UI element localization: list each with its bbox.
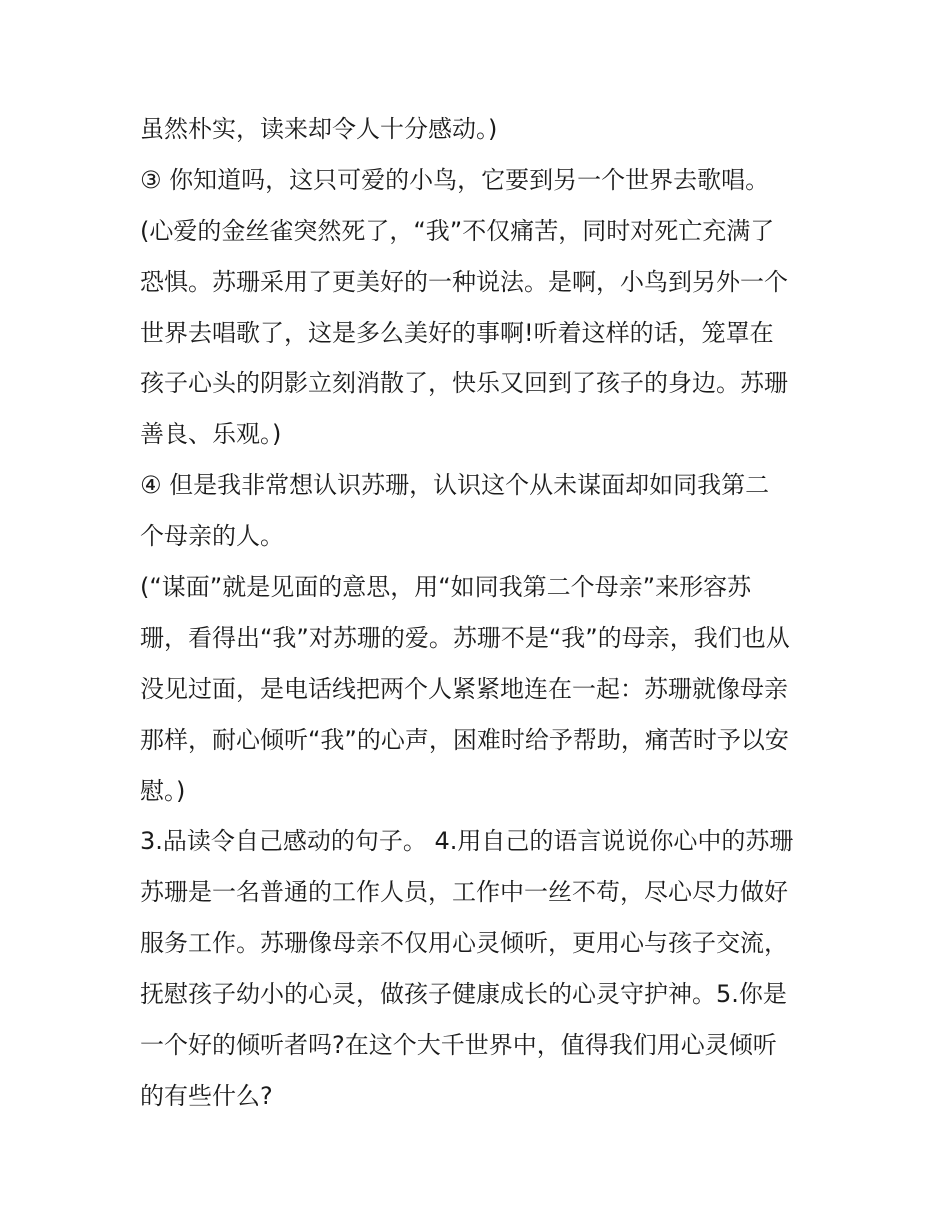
text-line: 那样，耐心倾听“我”的心声，困难时给予帮助，痛苦时予以安 [140, 725, 789, 754]
text-line: 善良、乐观。) [140, 420, 282, 449]
text-line: 世界去唱歌了，这是多么美好的事啊!听着这样的话，笼罩在 [140, 318, 774, 347]
text-line: 苏珊是一名普通的工作人员，工作中一丝不苟，尽心尽力做好 [140, 878, 788, 907]
text-line: (“谋面”就是见面的意思，用“如同我第二个母亲”来形容苏 [140, 573, 752, 602]
text-line: ③ 你知道吗，这只可爱的小鸟，它要到另一个世界去歌唱。 [140, 165, 770, 194]
text-line: 孩子心头的阴影立刻消散了，快乐又回到了孩子的身边。苏珊 [140, 369, 788, 398]
text-line: ④ 但是我非常想认识苏珊，认识这个从未谋面却如同我第二 [140, 471, 770, 500]
text-line: 慰。) [140, 776, 186, 805]
text-line: 服务工作。苏珊像母亲不仅用心灵倾听，更用心与孩子交流， [140, 929, 788, 958]
text-line: 珊，看得出“我”对苏珊的爱。苏珊不是“我”的母亲，我们也从 [140, 623, 790, 652]
text-line: (心爱的金丝雀突然死了，“我”不仅痛苦，同时对死亡充满了 [140, 216, 775, 245]
text-line: 虽然朴实，读来却令人十分感动。) [140, 115, 498, 143]
document-body [140, 104, 820, 1122]
text-line: 没见过面，是电话线把两个人紧紧地连在一起：苏珊就像母亲 [140, 674, 788, 703]
text-line: 抚慰孩子幼小的心灵，做孩子健康成长的心灵守护神。5.你是 [140, 980, 787, 1009]
text-line: 恐惧。苏珊采用了更美好的一种说法。是啊，小鸟到另外一个 [140, 267, 788, 296]
text-line: 3.品读令自己感动的句子。 4.用自己的语言说说你心中的苏珊 [140, 827, 794, 856]
text-line: 的有些什么? [140, 1081, 273, 1110]
text-line: 个母亲的人。 [140, 522, 284, 551]
text-line: 一个好的倾听者吗?在这个大千世界中，值得我们用心灵倾听 [140, 1031, 777, 1060]
